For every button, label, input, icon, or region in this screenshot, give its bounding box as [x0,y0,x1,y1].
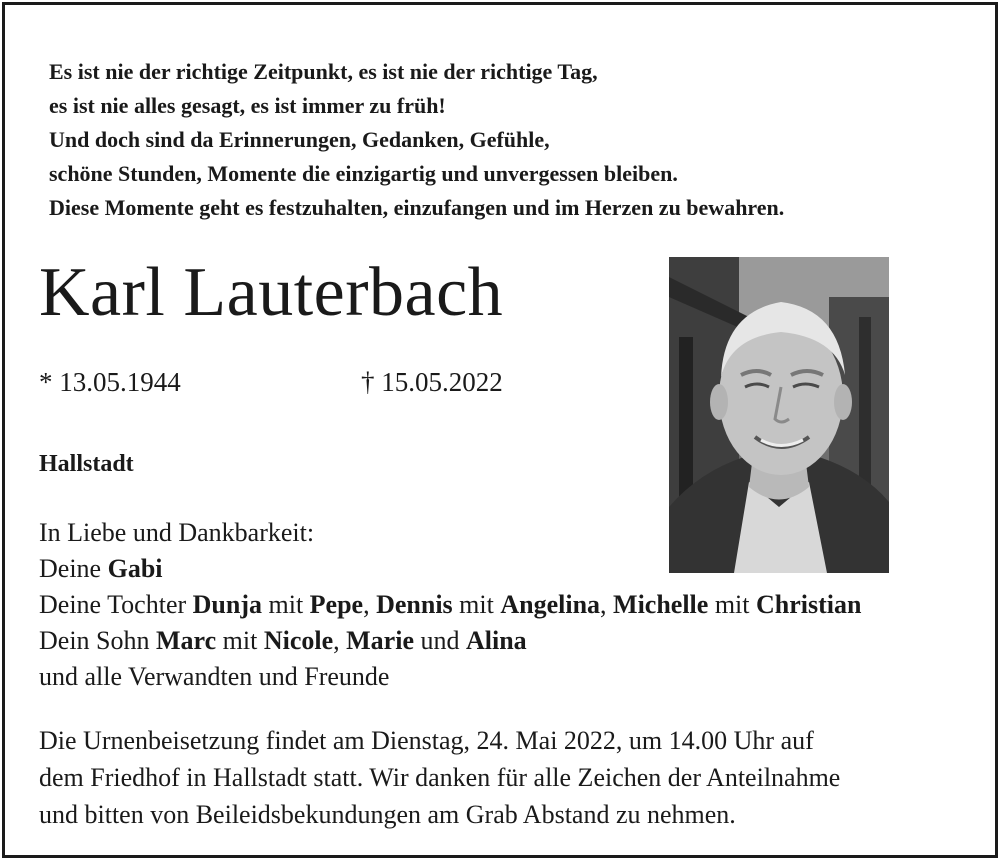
notice-line: und bitten von Beileidsbekundungen am Grab Abstand zu nehmen. [39,800,736,829]
poem-line: schöne Stunden, Momente die einzigartig und unvergessen bleiben. [49,161,678,186]
memorial-poem [49,55,784,225]
poem-line: Es ist nie der richtige Zeitpunkt, es ist nie der richtige Tag, [49,59,598,84]
birth-date: * 13.05.1944 [39,367,181,397]
family-line-relatives: und alle Verwandten und Freunde [39,662,390,691]
funeral-notice [39,722,840,833]
notice-line: dem Friedhof in Hallstadt statt. Wir danken für alle Zeichen der Anteilnahme [39,763,841,792]
death-date: † 15.05.2022 [361,367,503,397]
family-line-son: Dein Sohn Marc mit Nicole, Marie und Alina [39,626,527,655]
family-line-daughter: Deine Tochter Dunja mit Pepe, Dennis mit Angelina, Michelle mit Christian [39,590,862,619]
poem-line: Und doch sind da Erinnerungen, Gedanken, Gefühle, [49,127,550,152]
notice-line: Die Urnenbeisetzung findet am Dienstag, 24. Mai 2022, um 14.00 Uhr auf [39,726,814,755]
family-line-partner: Deine Gabi [39,554,163,583]
portrait-photo [669,257,889,573]
deceased-name: Karl Lauterbach [39,254,504,331]
obituary-card [2,2,998,858]
family-name-gabi: Gabi [107,554,163,583]
poem-line: Diese Momente geht es festzuhalten, einzufangen und im Herzen zu bewahren. [49,195,785,220]
poem-line: es ist nie alles gesagt, es ist immer zu früh! [49,93,446,118]
place-of-residence: Hallstadt [39,451,134,477]
family-intro: In Liebe und Dankbarkeit: [39,518,315,547]
portrait-illustration [669,257,889,573]
